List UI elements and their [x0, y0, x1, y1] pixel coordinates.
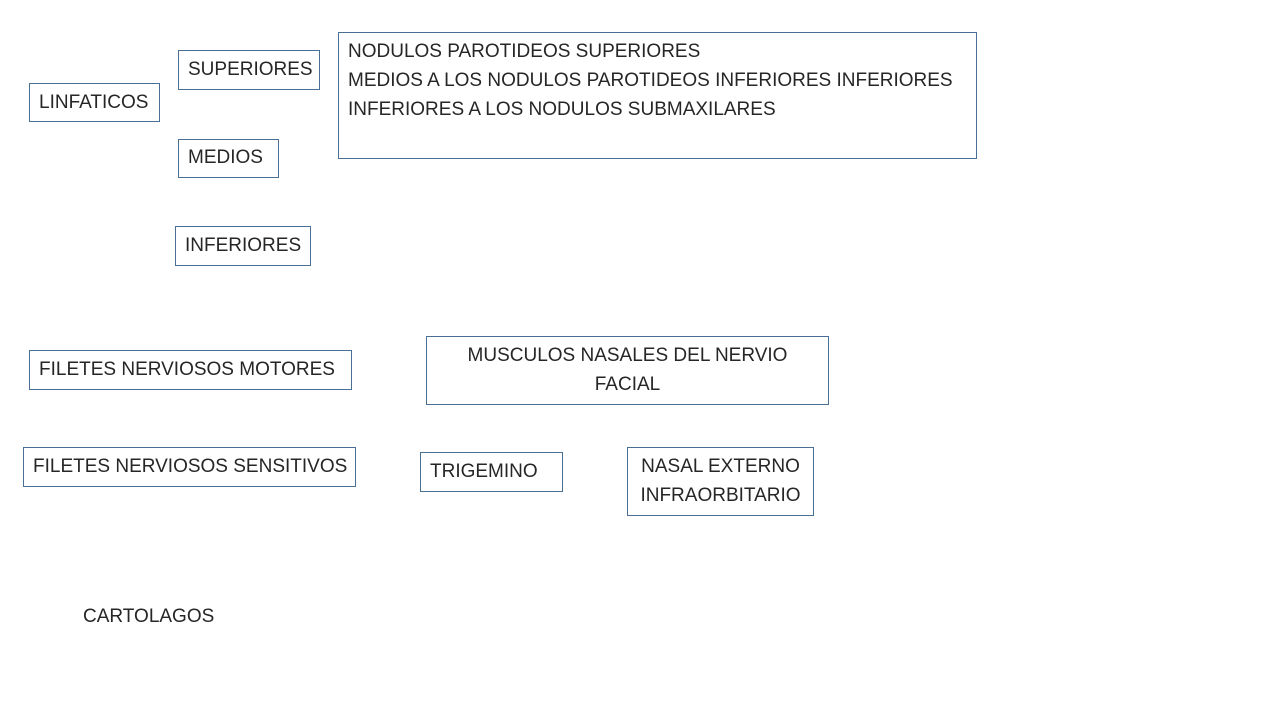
- filetes-sensitivos-label: FILETES NERVIOSOS SENSITIVOS: [33, 456, 348, 477]
- cartolagos-label: CARTOLAGOS: [83, 606, 215, 627]
- filetes-motores-box: [29, 350, 352, 390]
- filetes-sensitivos-box: [23, 447, 356, 487]
- musculos-nasales-box: [426, 336, 829, 405]
- superiores-box: [178, 50, 320, 90]
- nodulos-line-1: NODULOS PAROTIDEOS SUPERIORES: [348, 41, 701, 62]
- filetes-motores-label: FILETES NERVIOSOS MOTORES: [39, 359, 335, 380]
- musculos-line-1: MUSCULOS NASALES DEL NERVIO: [467, 345, 788, 366]
- nasal-line-1: NASAL EXTERNO: [641, 456, 800, 477]
- trigemino-box: [420, 452, 563, 492]
- superiores-label: SUPERIORES: [188, 59, 313, 80]
- linfaticos-box: [29, 83, 160, 122]
- medios-label: MEDIOS: [188, 147, 263, 168]
- trigemino-label: TRIGEMINO: [430, 461, 538, 482]
- nasal-infraorbitario-box: [627, 447, 814, 516]
- inferiores-label: INFERIORES: [185, 235, 302, 256]
- linfaticos-label: LINFATICOS: [39, 92, 149, 113]
- medios-box: [178, 139, 279, 178]
- inferiores-box: [175, 226, 311, 266]
- musculos-line-2: FACIAL: [594, 374, 661, 395]
- nodulos-line-2: MEDIOS A LOS NODULOS PAROTIDEOS INFERIORES INFERIORES: [348, 70, 953, 91]
- nodulos-line-3: INFERIORES A LOS NODULOS SUBMAXILARES: [348, 99, 776, 120]
- nodulos-description-box: [338, 32, 977, 159]
- nasal-line-2: INFRAORBITARIO: [640, 485, 801, 506]
